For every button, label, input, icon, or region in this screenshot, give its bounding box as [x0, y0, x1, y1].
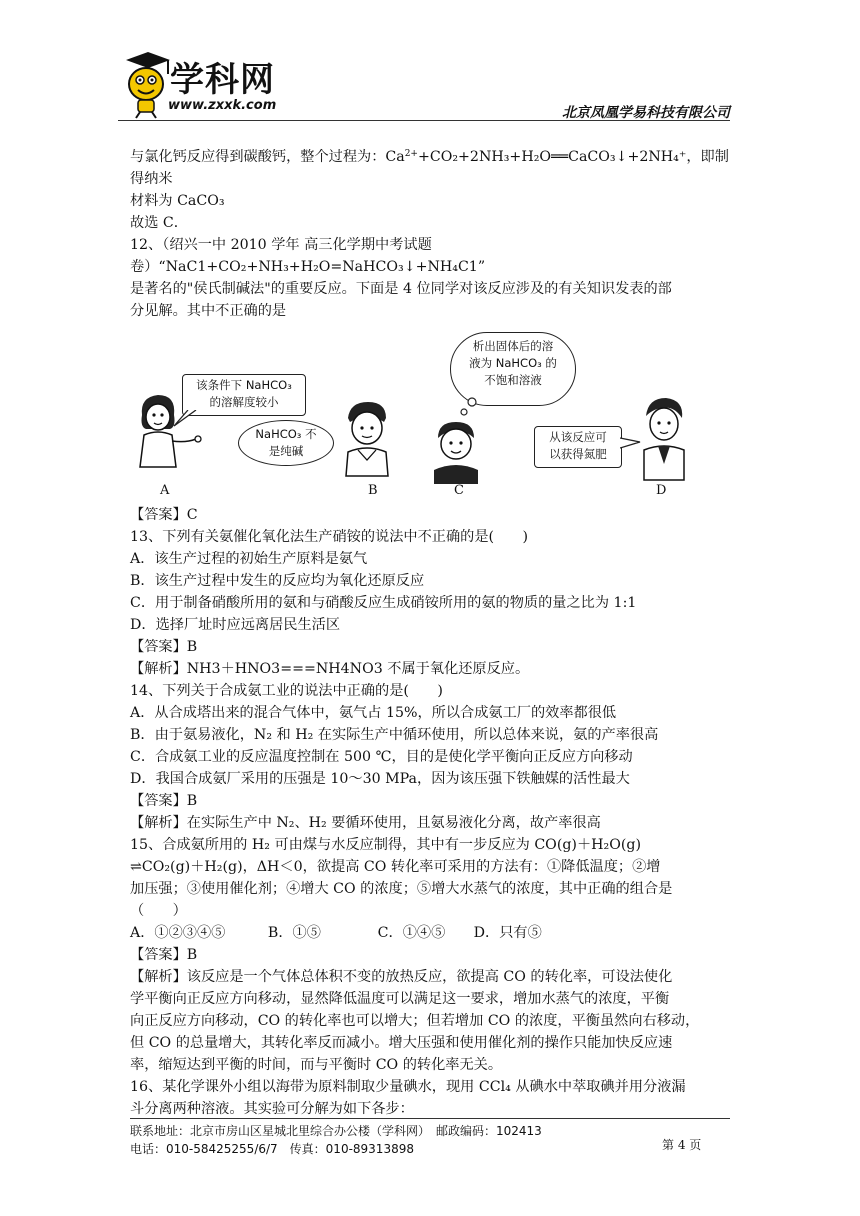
label-b: B [368, 483, 378, 498]
answer-13: 【答案】B [130, 639, 198, 655]
student-b-figure [338, 398, 398, 478]
speech-bubble-d: 从该反应可 以获得氮肥 [534, 426, 622, 468]
text-line: 向正反应方向移动，CO 的转化率也可以增大；但若增加 CO 的浓度，平衡虽然向右移动， [130, 1013, 700, 1029]
document-body [130, 143, 730, 1120]
text-line: 斗分离两种溶液。其实验可分解为如下各步： [130, 1101, 414, 1117]
option-13b: B．该生产过程中发生的反应均为氧化还原反应 [130, 573, 425, 589]
text-line: ⇌CO₂(g)＋H₂(g)，ΔH＜0，欲提高 CO 转化率可采用的方法有：①降低温度；②增 [130, 859, 661, 875]
option-13d: D．选择厂址时应远离居民生活区 [130, 617, 341, 633]
student-d-figure [634, 394, 694, 484]
page-header [118, 50, 730, 122]
logo [118, 50, 288, 120]
label-d: D [656, 483, 667, 498]
option-14c: C．合成氨工业的反应温度控制在 500 ℃，目的是使化学平衡向正反应方向移动 [130, 749, 633, 765]
question-12: 12、（绍兴一中 2010 学年 高三化学期中考试题卷）“NaC1+CO₂+NH₃+H₂O=NaHCO₃↓+NH₄C1” [130, 237, 486, 275]
text-line: 但 CO 的总量增大，其转化率反而减小。增大压强和使用催化剂的操作只能加快反应速 [130, 1035, 673, 1051]
text-line: 分见解。其中不正确的是 [130, 303, 287, 319]
question-15: 15、合成氨所用的 H₂ 可由煤与水反应制得，其中有一步反应为 CO(g)＋H₂O(g) [130, 837, 642, 853]
logo-url: www.zxxk.com [168, 98, 277, 113]
options-15: A．①②③④⑤ B．①⑤ C．①④⑤ D．只有⑤ [130, 925, 542, 941]
text-line: 加压强；③使用催化剂；④增大 CO 的浓度；⑤增大水蒸气的浓度，其中正确的组合是 [130, 881, 673, 897]
student-c-figure [426, 416, 486, 486]
text-line: 学平衡向正反应方向移动，显然降低温度可以满足这一要求，增加水蒸气的浓度，平衡 [130, 991, 670, 1007]
text-line: 率，缩短达到平衡的时间，而与平衡时 CO 的转化率无关。 [130, 1057, 503, 1073]
mascot-icon [118, 50, 174, 120]
option-13a: A．该生产过程的初始生产原料是氨气 [130, 551, 368, 567]
page-footer [130, 1122, 730, 1158]
question-14: 14、下列关于合成氨工业的说法中正确的是( ) [130, 683, 443, 699]
bubble-tail-a [170, 410, 200, 430]
text-line: 故选 C． [130, 215, 188, 231]
answer-15: 【答案】B [130, 947, 198, 963]
question-13: 13、下列有关氨催化氧化法生产硝铵的说法中不正确的是( ) [130, 529, 529, 545]
speech-bubble-c: 析出固体后的溶 液为 NaHCO₃ 的 不饱和溶液 [450, 332, 576, 406]
answer-14: 【答案】B [130, 793, 198, 809]
speech-bubble-b: NaHCO₃ 不 是纯碱 [238, 420, 334, 466]
option-13c: C．用于制备硝酸所用的氨和与硝酸反应生成硝铵所用的氨的物质的量之比为 1:1 [130, 595, 637, 611]
footer-phone: 电话：010-58425255/6/7 传真：010-89313898 [130, 1142, 414, 1156]
company-name: 北京凤凰学易科技有限公司 [562, 105, 730, 121]
explanation-14: 【解析】在实际生产中 N₂、H₂ 要循环使用，且氨易液化分离，故产率很高 [130, 815, 601, 831]
text-line: （ ） [130, 903, 187, 919]
label-c: C [454, 483, 464, 498]
option-14b: B．由于氨易液化，N₂ 和 H₂ 在实际生产中循环使用，所以总体来说，氨的产率很高 [130, 727, 659, 743]
footer-address: 联系地址：北京市房山区星城北里综合办公楼（学科网） 邮政编码：102413 [130, 1124, 542, 1138]
option-14d: D．我国合成氨厂采用的压强是 10～30 MPa，因为该压强下铁触媒的活性最大 [130, 771, 630, 787]
text-line: 是著名的"侯氏制碱法"的重要反应。下面是 4 位同学对该反应涉及的有关知识发表的部 [130, 281, 672, 297]
cartoon-figure [130, 332, 730, 502]
logo-text: 学科网 [170, 60, 275, 100]
answer-12: 【答案】C [130, 507, 198, 523]
option-14a: A．从合成塔出来的混合气体中，氨气占 15%，所以合成氨工厂的效率都很低 [130, 705, 617, 721]
label-a: A [160, 483, 170, 498]
text-line: 材料为 CaCO₃ [130, 193, 225, 209]
text-line: 与氯化钙反应得到碳酸钙，整个过程为：$Ca^{2+}+CO_2+2NH_3+H_2O══CaCO_3↓+2NH_4^+$，即制得纳米 [130, 149, 729, 187]
page-number: 第 4 页 [662, 1138, 702, 1152]
explanation-13: 【解析】NH3＋HNO3===NH4NO3 不属于氧化还原反应。 [130, 661, 530, 677]
footer-divider [130, 1118, 730, 1119]
explanation-15: 【解析】该反应是一个气体总体积不变的放热反应，欲提高 CO 的转化率，可设法使化 [130, 969, 673, 985]
speech-bubble-a: 该条件下 NaHCO₃ 的溶解度较小 [182, 374, 306, 416]
question-16: 16、某化学课外小组以海带为原料制取少量碘水，现用 CCl₄ 从碘水中萃取碘并用分液漏 [130, 1079, 686, 1095]
header-divider [118, 120, 730, 121]
